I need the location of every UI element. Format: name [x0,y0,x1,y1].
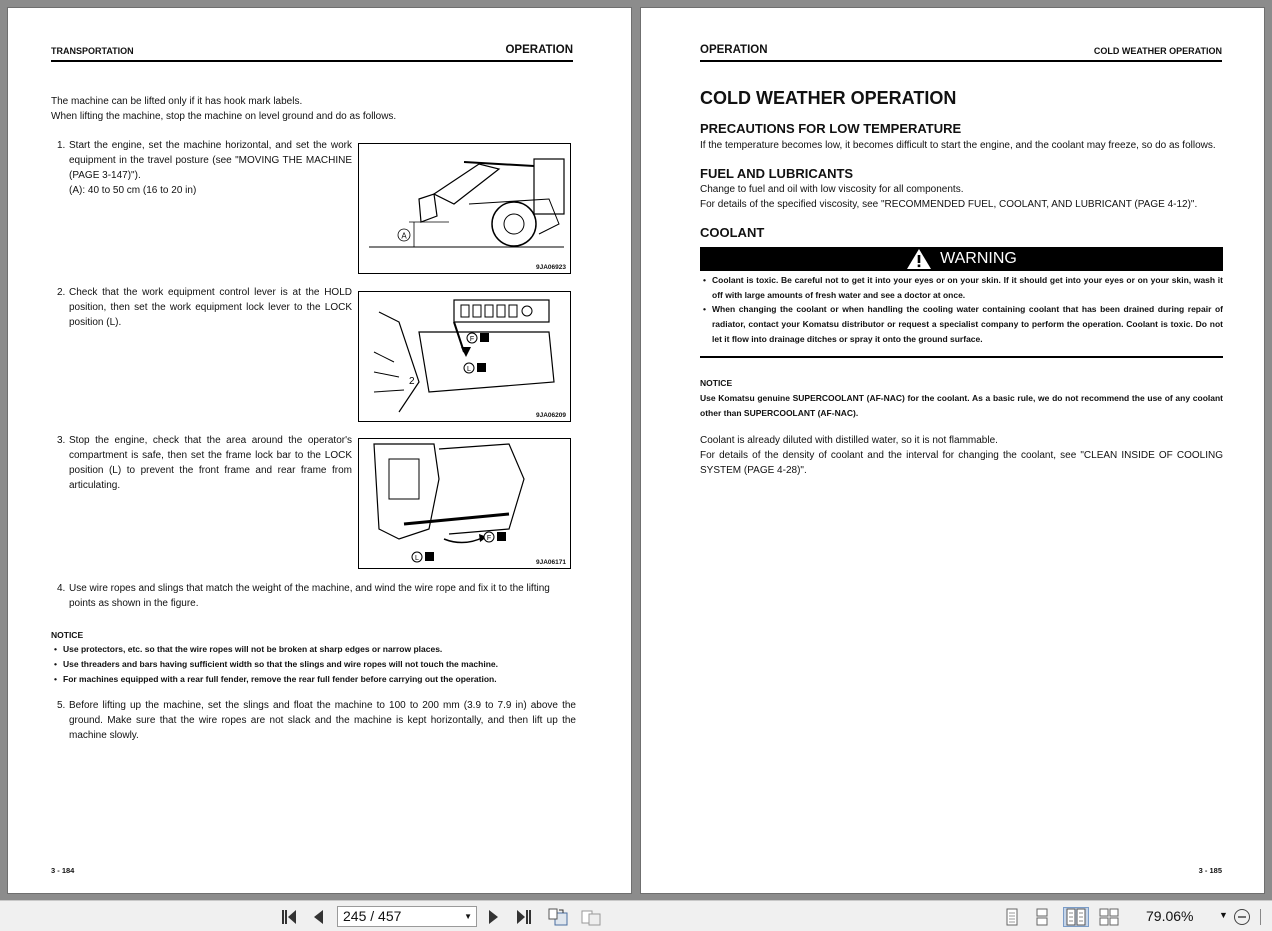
page-dropdown-arrow-icon[interactable]: ▼ [464,912,472,921]
next-page-icon [488,909,500,925]
zoom-out-button[interactable] [1232,907,1252,927]
step-3 [57,433,352,493]
callout-f-label: F [486,535,492,542]
coolant-line: Coolant is already diluted with distilled water, so it is not flammable. [700,435,998,446]
previous-page-icon [312,909,324,925]
intro-line: When lifting the machine, stop the machine on level ground and do as follows. [51,111,397,122]
toolbar-divider [1260,909,1261,925]
step-text: Stop the engine, check that the area around the operator's compartment is safe, then set the frame lock bar to the LOCK position (L) to prevent the front frame and rear frame from articulating. [69,435,352,491]
callout-2-label: 2 [409,376,415,387]
callout-l-label: L [467,366,471,373]
fuel-line: For details of the specified viscosity, see "RECOMMENDED FUEL, COOLANT, AND LUBRICANT (PAGE 4-12)". [700,199,1198,210]
step-text: Start the engine, set the machine horizontal, and set the work equipment in the travel posture (see "MOVING THE MACHINE (PAGE 3-147)"). [69,140,352,181]
zoom-level[interactable]: 79.06% [1146,908,1194,924]
step-1 [57,138,352,198]
right-notice-text: Use Komatsu genuine SUPERCOOLANT (AF-NAC) for the coolant. As a basic rule, we do not recommend the use of any coolant other than SUPERCOOLANT (AF-NAC). [700,393,1223,418]
figure-lift-posture [358,143,571,274]
left-notice-item: • Use protectors, etc. so that the wire ropes will not be broken at sharp edges or narrow places. [54,644,443,654]
continuous-icon [1034,908,1050,926]
page-title: COLD WEATHER OPERATION [700,88,957,108]
coolant-heading: COOLANT [700,225,765,240]
figure-code: 9JA06171 [536,559,566,566]
intro-text [51,94,576,124]
callout-f-label: F [469,336,475,343]
warning-label: WARNING [940,250,1017,267]
figure-lock-lever [358,291,571,422]
last-page-icon [515,909,533,925]
two-page-continuous-view-button[interactable] [1097,907,1121,927]
left-page-number: 3 - 184 [51,866,75,875]
single-page-view-button[interactable] [1001,907,1023,927]
step-number: 3. [57,435,66,446]
step-number: 5. [57,700,66,711]
zoom-dropdown-arrow-icon[interactable]: ▼ [1219,910,1228,920]
viewer-toolbar [0,900,1272,931]
two-page-continuous-icon [1098,908,1120,926]
left-header-section: TRANSPORTATION [51,46,134,56]
left-header-chapter: OPERATION [505,44,573,56]
warning-triangle-icon [906,248,932,270]
fuel-heading: FUEL AND LUBRICANTS [700,166,854,181]
cab-lever-illustration [359,292,570,421]
frame-lock-illustration [359,439,570,568]
fuel-text [700,182,1225,212]
step-5 [57,698,576,743]
page-number-input[interactable] [337,906,477,927]
right-header-section: COLD WEATHER OPERATION [1093,46,1222,56]
fit-page-icon [580,908,602,926]
callout-a-label: A [401,231,407,241]
step-text: Check that the work equipment control lever is at the HOLD position, then set the work equipment lock lever to the LOCK position (L). [69,287,352,328]
two-page-view-button[interactable] [1063,907,1089,927]
first-page-icon [280,909,298,925]
rotate-page-icon [547,908,569,926]
left-notice-title: NOTICE [51,630,84,640]
step-text: Before lifting up the machine, set the slings and float the machine to 100 to 200 mm (3.9 to 7.9 in) above the ground. Make sure that the wire ropes are not slack and the machine is kept horizontally, and then lift up the machine slowly. [69,700,576,741]
step-number: 2. [57,287,66,298]
zoom-out-icon [1233,908,1251,926]
right-notice-title: NOTICE [700,378,733,388]
last-page-button[interactable] [513,907,535,927]
figure-frame-lock [358,438,571,569]
previous-page-button[interactable] [308,907,328,927]
two-page-icon [1065,908,1087,926]
step-text: Use wire ropes and slings that match the weight of the machine, and wind the wire rope and fix it to the lifting points as shown in the figure. [69,583,550,609]
left-page-header [51,44,573,62]
right-page [640,7,1265,894]
continuous-view-button[interactable] [1031,907,1053,927]
warning-item: • Coolant is toxic. Be careful not to get it into your eyes or on your skin. If it should get into your eyes or on your skin, wash it off with large amounts of fresh water and see a doctor at once. [703,275,1223,300]
step-number: 1. [57,140,66,151]
callout-l-label: L [415,555,419,562]
rotate-page-button[interactable] [545,907,571,927]
figure-code: 9JA06209 [536,412,566,419]
coolant-text [700,433,1223,478]
warning-bottom-rule [700,356,1223,358]
intro-line: The machine can be lifted only if it has hook mark labels. [51,96,303,107]
fuel-line: Change to fuel and oil with low viscosity for all components. [700,184,964,195]
step-4 [57,581,576,611]
step-number: 4. [57,583,66,594]
right-page-number: 3 - 185 [1198,866,1222,875]
warning-banner [700,247,1223,271]
first-page-button[interactable] [278,907,300,927]
left-page [7,7,632,894]
fit-page-button[interactable] [578,907,604,927]
left-notice-item: • For machines equipped with a rear full fender, remove the rear full fender before carrying out the operation. [54,674,497,684]
warning-item: • When changing the coolant or when handling the cooling water containing coolant that has been drained during repair of radiator, contact your Komatsu distributor or request a specialist company to perform the operation. Coolant is toxic. Do not let it flow into drainage ditches or spray it onto the ground surface. [703,304,1223,344]
step-extra: (A): 40 to 50 cm (16 to 20 in) [69,185,197,196]
precautions-text: If the temperature becomes low, it becomes difficult to start the engine, and the coolant may freeze, so do as follows. [700,140,1216,151]
page-number-value: 245 / 457 [343,908,402,924]
loader-side-illustration [359,144,570,273]
single-page-icon [1004,908,1020,926]
figure-code: 9JA06923 [536,264,566,271]
coolant-line: For details of the density of coolant and the interval for changing the coolant, see "CLEAN INSIDE OF COOLING SYSTEM (PAGE 4-28)". [700,450,1223,476]
left-notice-item: • Use threaders and bars having sufficient width so that the slings and wire ropes will not touch the machine. [54,659,498,669]
step-2 [57,285,352,330]
next-page-button[interactable] [484,907,504,927]
right-page-header [700,44,1222,62]
right-header-chapter: OPERATION [700,44,768,56]
precautions-heading: PRECAUTIONS FOR LOW TEMPERATURE [700,121,962,136]
